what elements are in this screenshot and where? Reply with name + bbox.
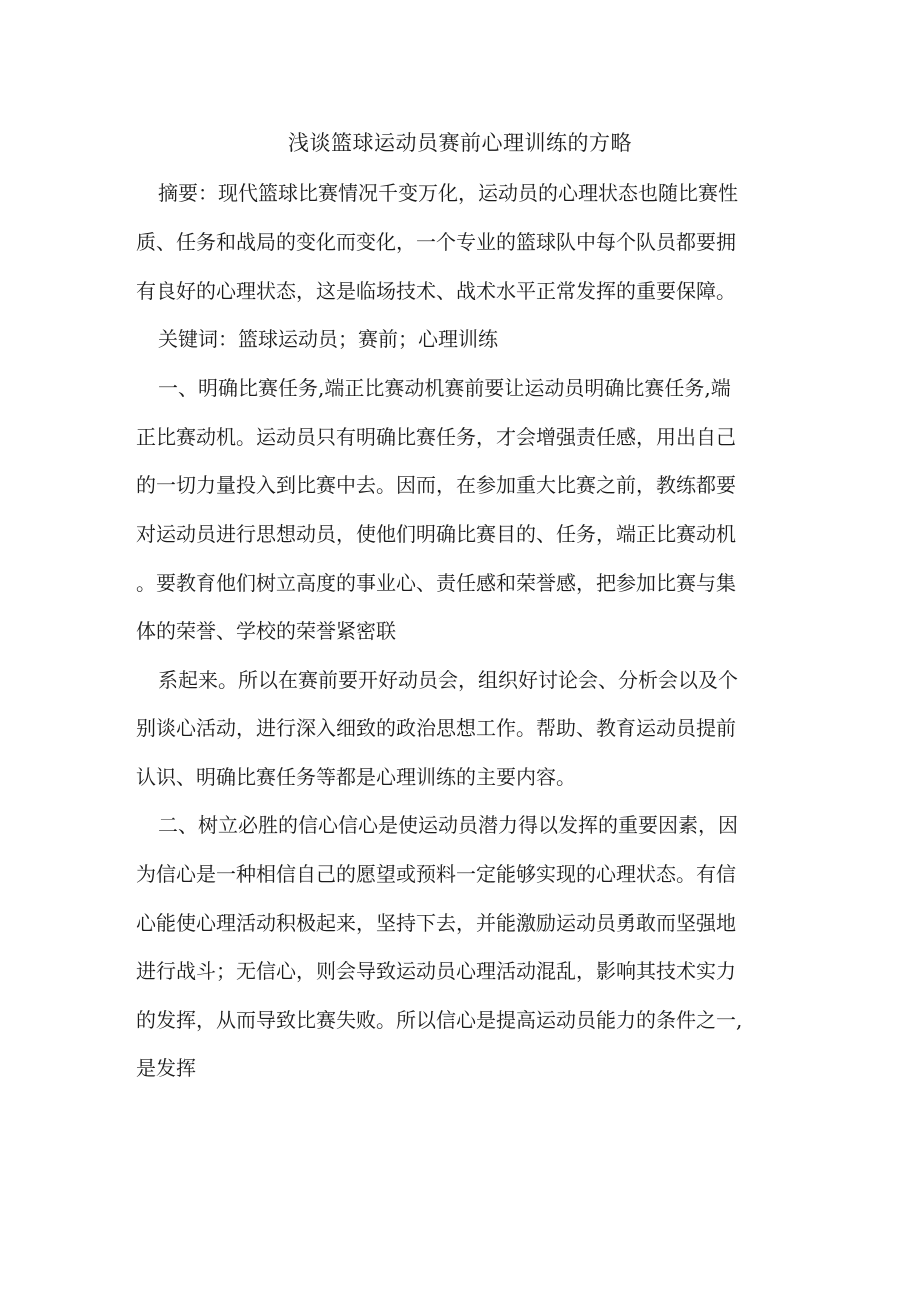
section-two-line: 心能使心理活动积极起来，坚持下去，并能激励运动员勇敢而坚强地 — [136, 911, 736, 935]
document-title: 浅谈篮球运动员赛前心理训练的方略 — [288, 131, 632, 155]
abstract-line: 质、任务和战局的变化而变化，一个专业的篮球队中每个队员都要拥 — [136, 230, 736, 254]
section-one-line: 对运动员进行思想动员，使他们明确比赛目的、任务，端正比赛动机 — [136, 522, 736, 546]
section-one-cont-line: 认识、明确比赛任务等都是心理训练的主要内容。 — [136, 765, 576, 789]
section-one-line: 一、明确比赛任务,端正比赛动机赛前要让运动员明确比赛任务,端 — [158, 376, 731, 400]
section-one-line: 。要教育他们树立高度的事业心、责任感和荣誉感，把参加比赛与集 — [136, 571, 736, 595]
section-one-line: 正比赛动机。运动员只有明确比赛任务，才会增强责任感，用出自己 — [136, 425, 736, 449]
section-two-line: 进行战斗；无信心，则会导致运动员心理活动混乱，影响其技术实力 — [136, 959, 736, 983]
section-one-cont-line: 系起来。所以在赛前要开好动员会，组织好讨论会、分析会以及个 — [158, 668, 738, 692]
section-one-cont-line: 别谈心活动，进行深入细致的政治思想工作。帮助、教育运动员提前 — [136, 716, 736, 740]
section-one-line: 的一切力量投入到比赛中去。因而，在参加重大比赛之前，教练都要 — [136, 473, 736, 497]
section-one-line: 体的荣誉、学校的荣誉紧密联 — [136, 619, 396, 643]
abstract-line: 有良好的心理状态，这是临场技术、战术水平正常发挥的重要保障。 — [136, 279, 736, 303]
section-two-line: 二、树立必胜的信心信心是使运动员潜力得以发挥的重要因素，因 — [158, 813, 738, 837]
section-two-line: 为信心是一种相信自己的愿望或预料一定能够实现的心理状态。有信 — [136, 862, 736, 886]
keywords-line: 关键词：篮球运动员；赛前；心理训练 — [158, 327, 498, 351]
section-two-line: 是发挥 — [136, 1056, 196, 1080]
section-two-line: 的发挥，从而导致比赛失败。所以信心是提高运动员能力的条件之一, — [136, 1008, 743, 1032]
abstract-line: 摘要：现代篮球比赛情况千变万化，运动员的心理状态也随比赛性 — [158, 181, 738, 205]
